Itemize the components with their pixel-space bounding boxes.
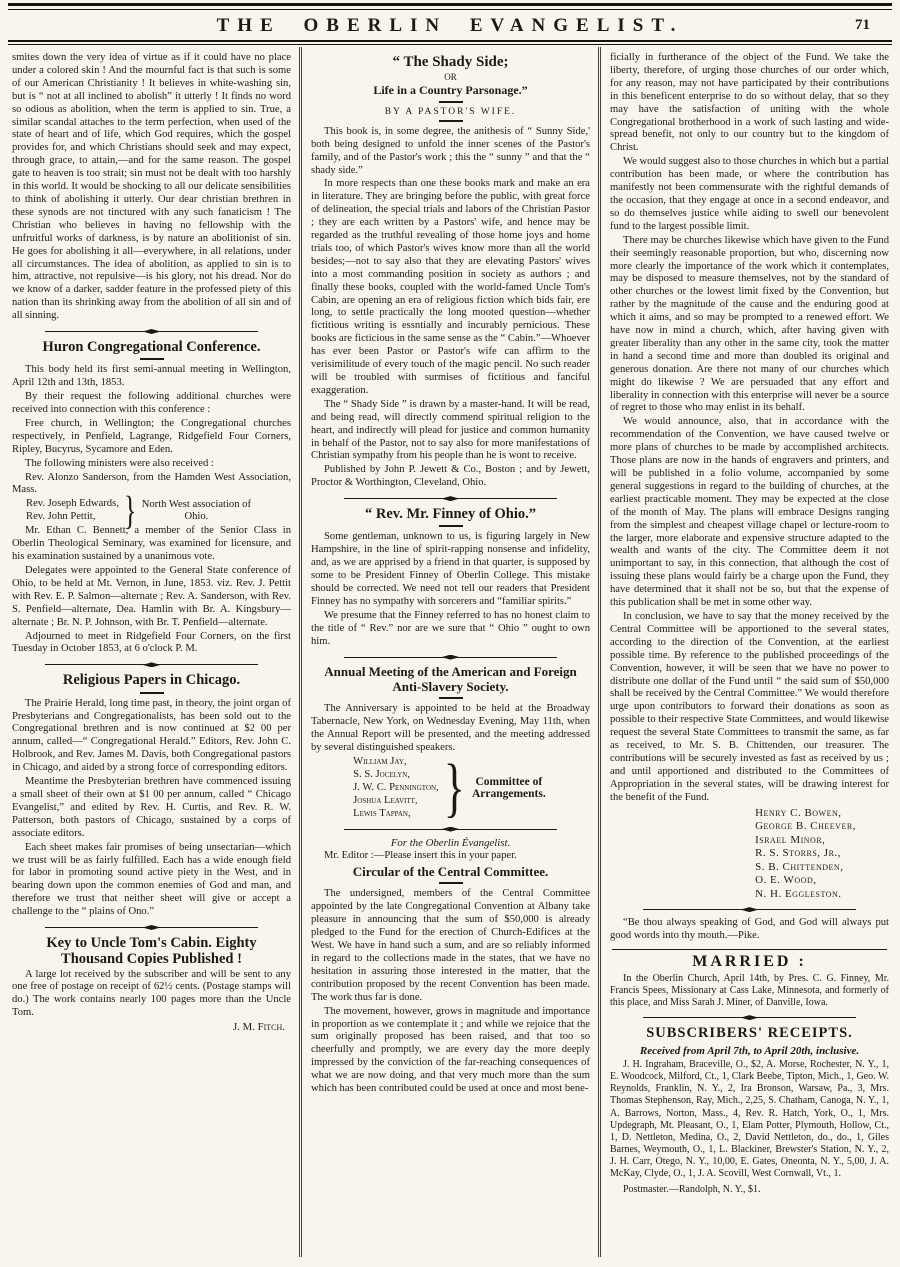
column-1 xyxy=(8,47,294,1257)
committee-member: Lewis Tappan, xyxy=(353,807,411,819)
lead-paragraph: smites down the very idea of virtue as if it could have no place under a colored skin ! And the mournful fact is that such is some of our American Christianity ! It believes in white-washing sin, but is “ not at all inclined to abolish” it utterly ! It finds no word so odious as abolition, when the term is applied to sin. True, a similar scandal attaches to the term perfection, when used of the state of heart and of life, which God requires, which the gospel provides for, and which Christians should seek and may expect, through grace, to attain,—and for the same reason. The gospel gate to heaven is too strait; sin must not be dealt with too harshly in this world. It would be shocking to all our delicate sensibilities to think of abolishing it utterly. Our dear christian brethren in these synods are not tinctured with any such fanaticism ! The Christian who believes in having no fellowship with the unfruitful works of darkness, is by nature an abolitionist of sin. He goes for abolishing it all—everywhere, in all relations, under all circumstances. The idea of abolition, as applied to sin is to him, attractive, not repulsive—is his glory, not his dread. Nor do we know of a darker, sadder feature in the professed piety of this nation than its shrinking away from the abolition of all sin and of all sinning. xyxy=(12,52,291,322)
committee-member: J. W. C. Pennington, xyxy=(353,781,439,793)
paragraph: Each sheet makes fair promises of being unsectarian—which we trust will be as fairly fulfilled. Each has a wide enough field for labor in promoting sound active piety in the West, and in bearing down upon the common enemies of God and man, and therefore we trust that neither sheet will give or accept a challenge to the “ plains of Ono.” xyxy=(12,841,291,918)
masthead xyxy=(8,10,892,40)
paragraph: In conclusion, we have to say that the money received by the Central Committee will be apportioned to the several states, according to the direction of the Convention, at the earliest possible time. By reference to the published proceedings of the Convention, however, it will be seen that we have no power to distribute one dollar of the Fund until “ the said sum of $50,000 shall be received by the Central Committee.” We would therefore urge upon contributors to forward their donations as soon as possible to their respective State Committees, and would likewise request the several State Committees to transmit the same, as far as received, to Mr. S. B. Chittenden, our treasurer. The contributions will be securely invested as fast as received by us ; and until apportioned and distributed to the Committees of Appropriation in the several states, will be drawing interest for the benefit of the Fund. xyxy=(610,610,889,803)
paragraph: Rev. Alonzo Sanderson, from the Hamden West Association, Mass. xyxy=(12,471,291,496)
signature: R. S. Storrs, Jr., xyxy=(755,847,841,860)
paragraph: This body held its first semi-annual meeting in Wellington, April 12th and 13th, 1853. xyxy=(12,364,291,389)
section-divider xyxy=(45,923,257,932)
paragraph: In more respects than one these books mark and make an era in literature. They are bringing before the public, with great force of delineation, the special trials and labors of the Christian Pastor ; they are each written by a Pastors' wife, and hence may be regarded as the truthful revealing of those home joys and home trials too, of which Pastor's wives know more than all the world besides;—not to say also that they are elevating Pastors' wives into a most commanding position in society as authors ; and finally these books, coupled with the world-famed Uncle Tom's Cabin, are opening an era of religious fiction which bids fair, ere long, to settle practically the long mooted question—whether fictitious writing is essntially and incurably pernicious. These books are ficticious in the same sense as the “ Cabin.”—Whoever has ever been Pastor or Pastor's wife can affirm to the verisimilitude of every touch of the magic pencil. No such reader will be troubled with surmises of fictitious and fanciful exaggeration. xyxy=(311,178,590,396)
article-heading-circular: Circular of the Central Committee. xyxy=(352,863,549,879)
page-number: 71 xyxy=(855,17,870,33)
paragraph: A large lot received by the subscriber and will be sent to any one free of postage on receipt of 62½ cents. (Postage stamps will do.) The work contains nearly 100 pages more than the Uncle Tom. xyxy=(12,968,291,1019)
paragraph: Mr. Ethan C. Bennett, a member of the Senior Class in Oberlin Theological Seminary, was examined for licensure, and his examination sustained by a unanimous vote. xyxy=(12,525,291,563)
article-subtitle: Life in a Country Parsonage.” xyxy=(373,82,528,97)
paragraph: Meantime the Presbyterian brethren have commenced issuing a small sheet of their own at $1 00 per annum, called “ Chicago Evangelist,” and edited by Rev. H. Curtis, and Rev. R. W. Patterson, both pastors of Chicago, sustained by a corps of associate editors. xyxy=(12,776,291,839)
article-heading-key: Key to Uncle Tom's Cabin. Eighty Thousand Copies Published ! xyxy=(46,935,257,968)
marriage-notice: In the Oberlin Church, April 14th, by Pres. C. G. Finney, Mr. Francis Spees, Missionary at Cass Lake, Minnesota, and formerly of this place, and Miss Sarah J. Miner, of Danville, Iowa. xyxy=(610,972,889,1009)
paragraph: This book is, in some degree, the anithesis of “ Sunny Side,' both being designed to unfold the inner scenes of the Pastor's family, and of the Pastor's work ; this the “ sunny ” and that the “ shady side.” xyxy=(311,125,590,176)
column-divider xyxy=(299,47,302,1257)
quote-paragraph: “Be thou always speaking of God, and God will always put good words into thy mouth.—Pike. xyxy=(610,917,889,941)
paragraph: We would suggest also to those churches in which but a partial contribution has been made, or where the contribution has manifestly not been commensurate with the rightful demands of the occasion, that they engage at once in a second endeavor, and so do themselves justice while aiding to swell our benevolent fund to the largest possible limit. xyxy=(610,156,889,232)
article-heading-chicago: Religious Papers in Chicago. xyxy=(62,672,241,689)
signature: S. B. Chittenden, xyxy=(755,860,844,873)
heading-dash xyxy=(439,882,463,884)
column-2 xyxy=(307,47,593,1257)
receipts-list: J. H. Ingraham, Braceville, O., $2, A. Morse, Rochester, N. Y., 1, E. Woodcock, Milford, Ct., 1, Clark Beebe, Tipton, Mich., 1, Geo. W. Reynolds, Franklin, N. Y., 2, Ira Bronson, Warsaw, Pa., 3, Mrs. Thomas Stephenson, Ray, Mich., 2,25, S. Chatham, Canoga, N. Y., 1, A. Barrows, Norton, Mass., 4, Rev. R. Hatch, York, O., 1, Mrs. Updegraph, Mt. Pleasant, O., 1, Elam Potter, Plymouth, Hollow, Ct., 1, D. Nettleton, Medina, O., 2, David Nettleton, do., do., 1, Giles Barnes, Weymouth, O., 1, L. Blackiner, Brewster's Station, N. Y., 2, J. H. Carr, Otego, N. Y., 10,00, E. Gates, Oneonta, N. Y., 5,00, J. A. McKay, Clyde, O., 1, J. A. Scovill, West Cornwall, Vt., 1. xyxy=(610,1059,889,1179)
committee-names xyxy=(353,756,439,821)
paragraph: Published by John P. Jewett & Co., Boston ; and by Jewett, Proctor & Worthington, Cleveland, Ohio. xyxy=(311,464,590,489)
minister-brace-group xyxy=(26,498,291,524)
article-heading-annual-meeting: Annual Meeting of the American and Foreign Anti-Slavery Society. xyxy=(324,663,577,694)
editor-note: Mr. Editor :—Please insert this in your paper. xyxy=(324,849,517,861)
section-divider xyxy=(45,660,257,669)
receipts-date-range: Received from April 7th, to April 20th, inclusive. xyxy=(639,1045,860,1058)
signature: J. M. Fitch. xyxy=(233,1021,285,1034)
heading-dash xyxy=(439,101,463,103)
receipts-heading: SUBSCRIBERS' RECEIPTS. xyxy=(646,1025,853,1042)
column-3 xyxy=(606,47,892,1257)
paragraph: The movement, however, grows in magnitude and importance in proportion as we contemplate it ; and while we rejoice that the sum originally proposed has been raised, and that too so cheerfully and promptly, we are every day the more deeply impressed by the conviction of the far-reaching consequences of what we are now doing, and that very much more than the sum which has been contributed could be used at once and most bene- xyxy=(311,1005,590,1095)
married-heading: MARRIED : xyxy=(692,952,807,970)
heading-dash xyxy=(439,697,463,699)
section-divider xyxy=(344,494,556,503)
section-divider xyxy=(344,825,556,834)
signature: O. E. Wood, xyxy=(755,874,817,887)
committee-member: William Jay, xyxy=(353,756,407,768)
columns xyxy=(8,47,892,1257)
article-title-shady-side: “ The Shady Side; xyxy=(392,54,509,70)
committee-member: S. S. Jocelyn, xyxy=(353,768,410,780)
paragraph: The following ministers were also received : xyxy=(25,457,214,469)
for-evangelist-line: For the Oberlin Évangelist. xyxy=(390,836,511,849)
section-divider xyxy=(643,1013,855,1022)
minister-name: Rev. John Pettit, xyxy=(26,511,96,523)
committee-brace-group xyxy=(311,756,590,821)
heading-dash xyxy=(140,358,164,360)
paragraph: We would announce, also, that in accordance with the recommendation of the Convention, we have caused twelve or more plans of churches to be made by accomplished architects. Those plans are now in the hands of engravers and printers, and will be published in a folio volume, accompanied by some general suggestions in regard to the building of churches, at the earliest practicable moment. They may be expected at the close of the month of May. The plans will embrace Designs ranging from the simplest and cheapest village chapel or lecture-room to the larger, more elaborate and expensive structure adapted to the wealth and wants of the city. The Committee deem it not unimportant to say, in this connection, that although the cost of issuing these plans would fairly be a charge upon the Fund, they have determined that it shall not be so, but that the expense of this publication shall be met in some other way. xyxy=(610,416,889,609)
minister-name: Rev. Joseph Edwards, xyxy=(26,498,119,510)
signature: Henry C. Bowen, xyxy=(755,806,842,819)
paragraph: ficially in furtherance of the object of the Fund. We take the liberty, therefore, of urging those churches of our order which, for any reason, may not have participated by their contributions in this beneficent enterprise to do so without delay, that so they may have the satisfaction of uniting with the whole Congregational brotherhood in a work of such lasting and wide-spread benefit, not only to our country but to the kingdom of Christ. xyxy=(610,52,889,154)
paragraph: The undersigned, members of the Central Committee appointed by the late Congregational Convention at Albany take pleasure in announcing that the sum of $50,000 is already pledged to the Fund for the erection of Church-Edifices at the West. We have in hand such a sum, and are so reliably informed in regard to the collections made in the states, that we have no hesitation in assuring those interested in the matter, that the contribution proposed by the recent Convention has been made. The work thus far is done. xyxy=(311,888,590,1003)
masthead-rule xyxy=(8,40,892,45)
paragraph: The Prairie Herald, long time past, in theory, the joint organ of Presbyterians and Congregationalists, has been sold out to the Congregational brethren and is now continued at $2 00 per annum, called—“ Congregational Herald.” Editors, Rev. John C. Holbrook, and Rev. James M. Davis, both Congregational pastors in Chicago, and aided by a strong force of corresponding editors. xyxy=(12,697,291,774)
byline: BY A PASTOR'S WIFE. xyxy=(384,106,517,117)
paragraph: We presume that the Finney referred to has no honest claim to the title of “ Rev.” nor are we sure that “ Ohio ” ought to own him. xyxy=(311,609,590,647)
heading-dash xyxy=(140,692,164,694)
minister-association-label: North West association of Ohio. xyxy=(141,498,252,523)
top-rule xyxy=(8,3,892,10)
heading-dash xyxy=(439,525,463,527)
brace-icon xyxy=(124,491,136,531)
paragraph: Adjourned to meet in Ridgefield Four Corners, on the first Tuesday in October 1853, at 6 o'clock P. M. xyxy=(12,630,291,655)
section-rule xyxy=(612,949,887,950)
title-or-line: OR xyxy=(444,71,457,82)
masthead-title: THE OBERLIN EVANGELIST. xyxy=(216,15,684,36)
article-heading-huron: Huron Congregational Conference. xyxy=(42,339,261,356)
paragraph: By their request the following additional churches were received into connection with this conference : xyxy=(12,391,291,415)
section-divider xyxy=(45,327,257,336)
section-divider xyxy=(643,905,855,914)
brace-icon xyxy=(444,755,465,821)
paragraph: There may be churches likewise which have given to the Fund their seemingly reasonable proportion, but who, discerning now more clearly the importance of the work which it contemplates, may be disposed to measure themselves, not by the standard of other churches or the lowest limit fixed by the Convention, but rather by the magnitude of the cause and the enduring good at which it aims, and so may be prompted to a renewed effort. We have now in mind a church, which, after having given with greater liberality than any other in the same city, took the matter in hand a second time and more than doubled its original and generous donation. Are there not many of our churches which might do likewise ? We are persuaded that any effort and liberality in connection with this enterprise will never be a source of regret to those who may enlist in its behalf. xyxy=(610,234,889,414)
committee-label: Committee of Arrangements. xyxy=(471,775,546,801)
section-divider xyxy=(344,653,556,662)
column-divider xyxy=(598,47,601,1257)
paragraph: Delegates were appointed to the General State conference of Ohio, to be held at Mt. Vernon, in June, 1853. viz. Rev. J. Pettit with Rev. E. P. Salmon—alternate ; Rev. A. Sanderson, with Rev. S. Penfield—alternate, Dea. Hamlin with Br. A. Kingsbury—alternate ; Br. N. P. Johnson, with Br. T. Penfield—alternate. xyxy=(12,565,291,628)
paragraph: Free church, in Wellington; the Congregational churches respectively, in Penfield, Lagrange, Ridgefield Four Corners, Ripley, Bucyrus, Sycamore and Eden. xyxy=(12,417,291,455)
postmaster-line: Postmaster.—Randolph, N. Y., $1. xyxy=(623,1184,761,1196)
minister-names xyxy=(26,498,119,524)
signature: George B. Cheever, xyxy=(755,820,856,833)
committee-member: Joshua Leavitt, xyxy=(353,794,418,806)
paragraph: The Anniversary is appointed to be held at the Broadway Tabernacle, New York, on Wednesday Evening, May 11th, when the Annual Report will be presented, and the meeting addressed by several distinguished speakers. xyxy=(311,703,590,754)
paragraph: The “ Shady Side ” is drawn by a master-hand. It will be read, and being read, will directly commend spiritual religion to the heart, and indirectly will plead for justice and common humanity in behalf of the Pastor, not to say also for more manifestations of Christian sympathy from his people than he is wont to receive. xyxy=(311,398,590,462)
paragraph: Some gentleman, unknown to us, is figuring largely in New Hampshire, in the line of spirit-rapping nonsense and infidelity, and, as we are apprised by a friend in that quarter, is supposed by some to be President Finney of Oberlin College. This mistake should be corrected. We need not tell our readers that President Finney has no sympathy with sorcerers and “familiar spirits.” xyxy=(311,531,590,607)
article-heading-finney: “ Rev. Mr. Finney of Ohio.” xyxy=(364,506,537,523)
signature-list xyxy=(610,807,889,902)
heading-dash xyxy=(439,120,463,122)
signature: Israel Minor, xyxy=(755,833,826,846)
signature: N. H. Eggleston. xyxy=(755,887,842,900)
